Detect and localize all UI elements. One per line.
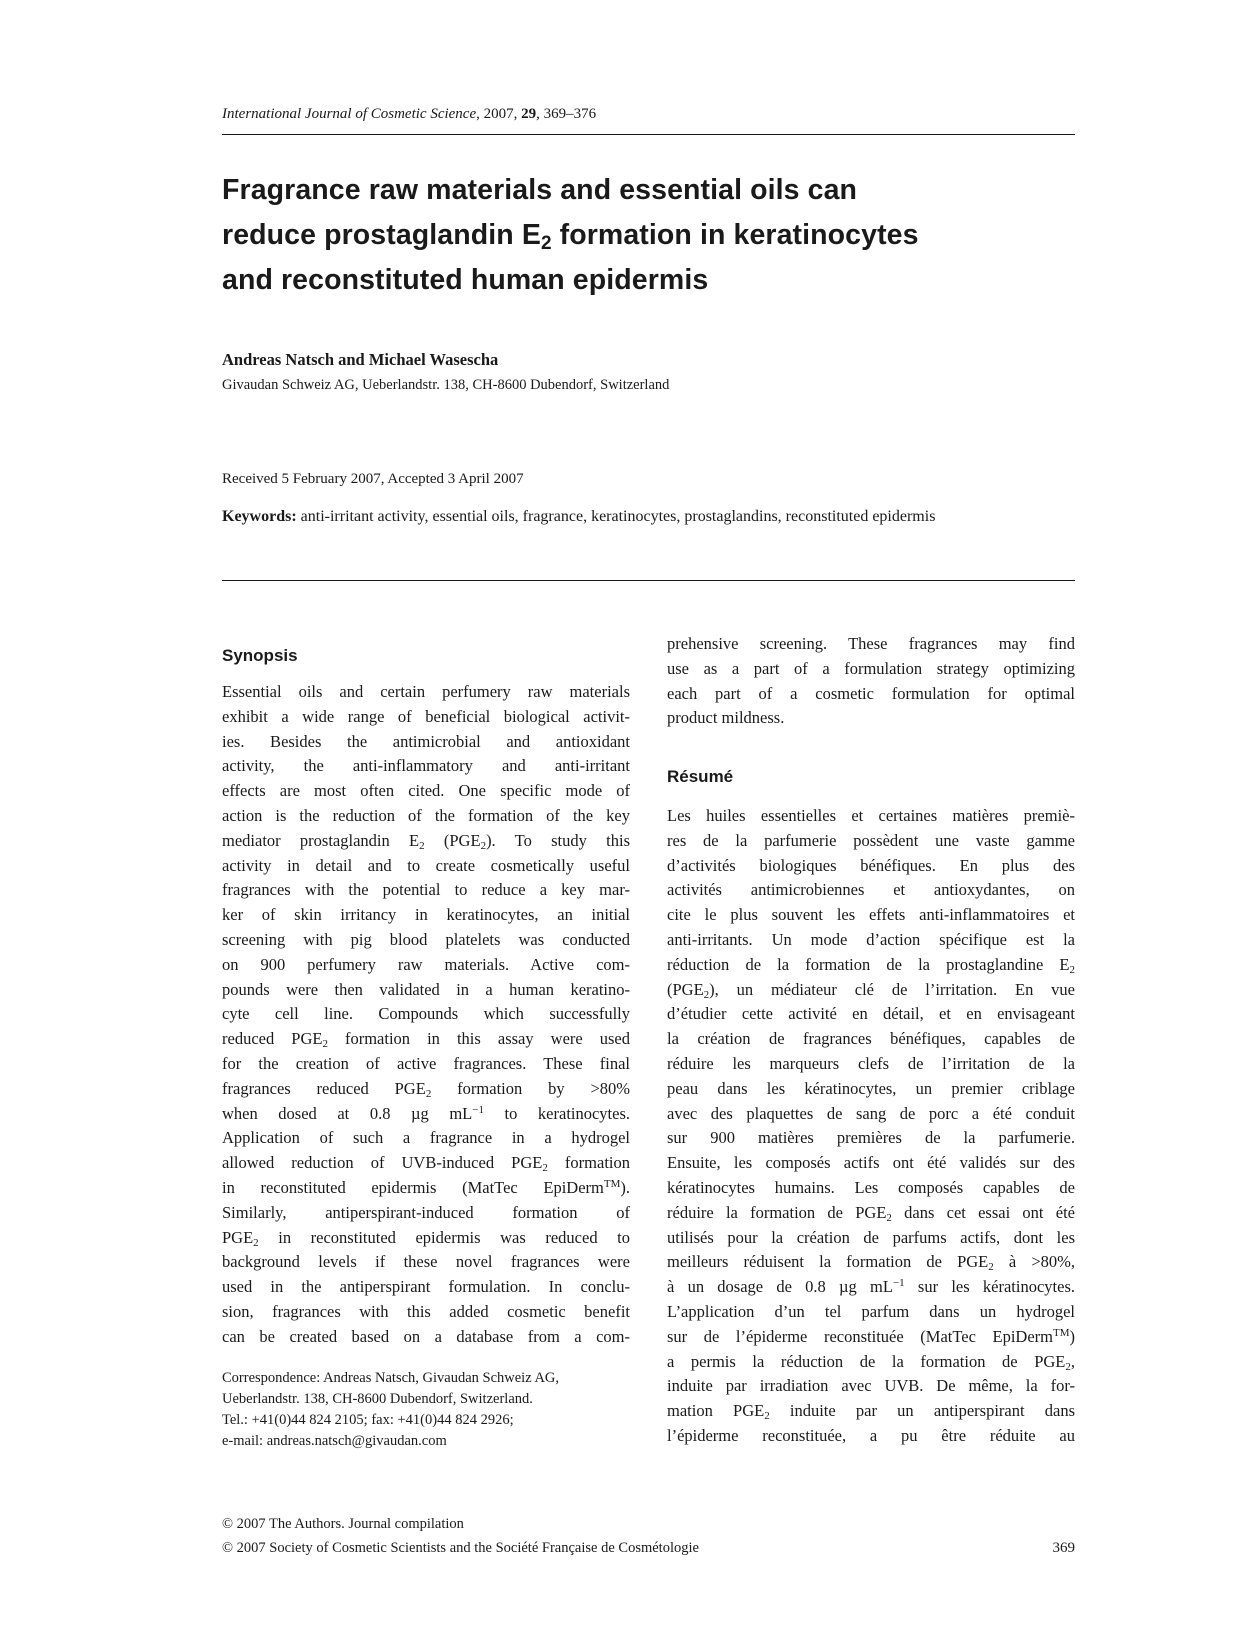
synopsis-line: $PGE_2$ in reconstituted epidermis was reduced to [222,1227,630,1249]
resume-line: cite le plus souvent les effets anti-inflammatoires et [667,905,1075,925]
resume-line: à un dosage de 0.8 µg $mL^{-1}$ sur les kératinocytes. [667,1277,1075,1297]
synopsis-line: fragrances with the potential to reduce a key mar- [222,880,630,900]
resume-heading: Résumé [667,767,734,786]
synopsis-line: on 900 perfumery raw materials. Active com- [222,954,630,974]
resume-body [667,804,1075,1449]
keywords-label: Keywords: [222,508,297,525]
journal-citation: International Journal of Cosmetic Science, 2007, 29, 369–376 [222,106,597,122]
title-line-1: Fragrance raw materials and essential oils can [222,174,858,206]
synopsis-line: can be created based on a database from a com- [222,1326,630,1346]
synopsis-line: exhibit a wide range of beneficial biological activit- [222,706,630,726]
synopsis-line: cyte cell line. Compounds which successfully [222,1004,630,1024]
synopsis-line: in reconstituted epidermis (MatTec EpiDerm™). [222,1177,630,1197]
synopsis-line: effects are most often cited. One specific mode of [222,781,630,801]
synopsis-line: when dosed at 0.8 µg $mL^{-1}$ to keratinocytes. [222,1103,631,1123]
synopsis-line: activity, the anti-inflammatory and anti-irritant [222,756,630,776]
correspondence-line: Correspondence: Andreas Natsch, Givaudan Schweiz AG, [222,1370,560,1386]
resume-line: activités antimicrobiennes et antioxydantes, on [667,880,1075,900]
correspondence [222,1368,630,1452]
resume-line: induite par irradiation avec UVB. De même, la for- [667,1376,1075,1396]
resume-line: a permis la réduction de la formation de $PGE_2$, [667,1351,1075,1373]
synopsis-line: prehensive screening. These fragrances may find [667,634,1075,653]
title-line-2: reduce prostaglandin $E_2$ formation in keratinocytes [222,219,919,254]
resume-line: peau dans les kératinocytes, un premier criblage [667,1078,1075,1098]
resume-line: avec des plaquettes de sang de porc a été conduit [667,1103,1075,1123]
synopsis-line: allowed reduction of UVB-induced $PGE_2$ formation [222,1153,630,1175]
resume-line: $(PGE_2)$, un médiateur clé de l’irritation. En vue [667,979,1075,1001]
resume-line: anti-irritants. Un mode d’action spécifique est la [667,929,1075,949]
synopsis-line: background levels if these novel fragrances were [222,1252,630,1272]
synopsis-line: product mildness. [667,708,785,728]
correspondence-line: Ueberlandstr. 138, CH-8600 Dubendorf, Switzerland. [222,1391,533,1407]
synopsis-line: fragrances reduced $PGE_2$ formation by >80% [222,1078,630,1100]
synopsis-heading: Synopsis [222,646,298,665]
synopsis-line: mediator prostaglandin $E_2$ $(PGE_2)$. To study this [222,830,630,852]
paper-title [222,168,1082,303]
resume-line: réduire les marqueurs clefs de l’irritation de la [667,1053,1075,1073]
synopsis-line: ker of skin irritancy in keratinocytes, an initial [222,905,630,925]
synopsis-line: Application of such a fragrance in a hydrogel [222,1128,630,1148]
resume-line: kératinocytes humains. Les composés capables de [667,1177,1075,1197]
resume-line: sur 900 matières premières de la parfumerie. [667,1128,1075,1148]
synopsis-continued [667,632,1075,731]
synopsis-line: action is the reduction of the formation of the key [222,805,630,825]
resume-line: réduire la formation de $PGE_2$ dans cet essai ont été [667,1202,1075,1224]
synopsis-line: ies. Besides the antimicrobial and antioxidant [222,731,630,751]
journal-name: International Journal of Cosmetic Science [222,106,477,122]
synopsis-line: used in the antiperspirant formulation. In conclu- [222,1277,630,1297]
section-rule [222,580,1075,581]
resume-line: réduction de la formation de la prostaglandine $E_2$ [667,954,1075,976]
journal-year: 2007, [483,106,518,122]
resume-line: utilisés pour la création de parfums actifs, dont les [667,1227,1075,1247]
resume-line: L’application d’un tel parfum dans un hydrogel [667,1301,1075,1321]
page-number: 369 [1052,1540,1075,1556]
correspondence-line: e-mail: andreas.natsch@givaudan.com [222,1433,447,1449]
journal-volume: 29 [521,106,537,122]
synopsis-line: each part of a cosmetic formulation for optimal [667,683,1075,703]
correspondence-line: Tel.: +41(0)44 824 2105; fax: +41(0)44 824 2926; [222,1412,514,1428]
keywords-text: anti-irritant activity, essential oils, fragrance, keratinocytes, prostaglandins, reconstituted epidermis [300,508,936,525]
resume-line: d’activités biologiques bénéfiques. En plus des [667,855,1075,875]
synopsis-line: use as a part of a formulation strategy optimizing [667,658,1075,678]
title-line-3: and reconstituted human epidermis [222,264,709,296]
received-dates: Received 5 February 2007, Accepted 3 April 2007 [222,471,524,487]
authors: Andreas Natsch and Michael Wasescha [222,350,499,369]
synopsis-line: pounds were then validated in a human keratino- [222,979,630,999]
journal-pages: 369–376 [543,106,597,122]
resume-line: res de la parfumerie possèdent une vaste gamme [667,830,1075,850]
synopsis-line: Similarly, antiperspirant-induced formation of [222,1202,630,1222]
synopsis-body [222,680,630,1350]
resume-line: Les huiles essentielles et certaines matières premiè- [667,806,1075,825]
resume-line: meilleurs réduisent la formation de $PGE_2$ à >80%, [667,1252,1076,1274]
copyright-line-2: © 2007 Society of Cosmetic Scientists and the Société Française de Cosmétologie [222,1540,699,1556]
keywords [222,505,1075,529]
synopsis-line: activity in detail and to create cosmetically useful [222,855,630,875]
resume-line: mation $PGE_2$ induite par un antiperspirant dans [667,1401,1075,1423]
synopsis-line: reduced $PGE_2$ formation in this assay were used [222,1029,630,1051]
resume-line: la création de fragrances bénéfiques, capables de [667,1029,1075,1049]
resume-line: Ensuite, les composés actifs ont été validés sur des [667,1153,1075,1173]
synopsis-line: for the creation of active fragrances. These final [222,1053,630,1073]
header-rule [222,134,1075,135]
resume-line: sur de l’épiderme reconstituée (MatTec EpiDerm™) [667,1326,1075,1346]
resume-line: l’épiderme reconstituée, a pu être réduite au [667,1425,1075,1445]
affiliation: Givaudan Schweiz AG, Ueberlandstr. 138, CH-8600 Dubendorf, Switzerland [222,377,670,393]
resume-line: d’étudier cette activité en détail, et en envisageant [667,1004,1075,1024]
synopsis-line: sion, fragrances with this added cosmetic benefit [222,1301,630,1321]
synopsis-line: Essential oils and certain perfumery raw materials [222,682,630,701]
synopsis-line: screening with pig blood platelets was conducted [222,929,630,949]
copyright-line-1: © 2007 The Authors. Journal compilation [222,1516,464,1532]
